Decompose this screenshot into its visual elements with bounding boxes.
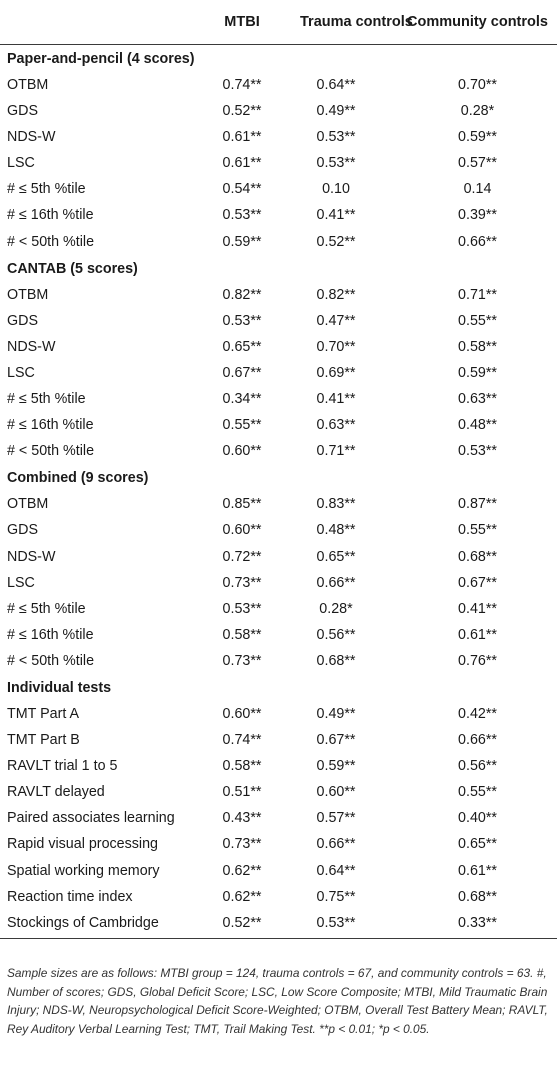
section-title: Individual tests — [7, 679, 112, 696]
trauma-controls-value: 0.53** — [316, 155, 356, 172]
community-controls-value: 0.28* — [460, 103, 495, 120]
table-row — [0, 150, 557, 176]
trauma-controls-value: 0.75** — [316, 888, 356, 905]
mtbi-value: 0.52** — [222, 103, 262, 120]
row-label: # ≤ 5th %tile — [7, 181, 86, 198]
trauma-controls-value: 0.69** — [316, 364, 356, 381]
mtbi-value: 0.60** — [222, 705, 262, 722]
community-controls-value: 0.42** — [458, 705, 497, 722]
trauma-controls-value: 0.48** — [316, 522, 356, 539]
community-controls-value: 0.63** — [458, 391, 497, 408]
community-controls-value: 0.76** — [458, 652, 497, 669]
community-controls-value: 0.68** — [458, 548, 497, 565]
table-row — [0, 229, 557, 255]
section-title: Combined (9 scores) — [7, 470, 149, 487]
mtbi-value: 0.73** — [222, 836, 262, 853]
table-body — [0, 45, 557, 936]
trauma-controls-value: 0.53** — [316, 914, 356, 931]
table-header — [0, 0, 557, 45]
row-label: # ≤ 16th %tile — [7, 207, 94, 224]
row-label: OTBM — [7, 77, 49, 93]
table-row — [0, 176, 557, 202]
mtbi-value: 0.61** — [222, 155, 262, 172]
trauma-controls-value: 0.53** — [316, 129, 356, 146]
row-label: GDS — [7, 312, 38, 329]
row-label: # ≤ 5th %tile — [7, 391, 86, 408]
table-row — [0, 910, 557, 936]
table-row — [0, 831, 557, 857]
community-controls-value: 0.56** — [458, 758, 497, 775]
mtbi-value: 0.53** — [222, 600, 262, 617]
trauma-controls-value: 0.41** — [316, 391, 356, 408]
trauma-controls-value: 0.64** — [316, 862, 356, 879]
row-label: # ≤ 16th %tile — [7, 417, 94, 434]
trauma-controls-value: 0.83** — [316, 496, 356, 513]
mtbi-value: 0.58** — [222, 626, 262, 643]
community-controls-value: 0.65** — [458, 836, 497, 853]
row-label: LSC — [7, 574, 35, 591]
community-controls-value: 0.33** — [458, 914, 497, 931]
trauma-controls-value: 0.66** — [316, 574, 356, 591]
table-row — [0, 622, 557, 648]
bottom-rule — [0, 938, 557, 939]
community-controls-value: 0.61** — [458, 626, 497, 643]
community-controls-value: 0.40** — [458, 810, 497, 827]
row-label: RAVLT delayed — [7, 784, 105, 801]
mtbi-value: 0.62** — [222, 888, 262, 905]
table-row — [0, 753, 557, 779]
table-row — [0, 438, 557, 464]
row-label: GDS — [7, 522, 38, 539]
mtbi-value: 0.55** — [222, 417, 262, 434]
community-controls-value: 0.57** — [458, 155, 497, 172]
trauma-controls-value: 0.47** — [316, 312, 356, 329]
row-label: RAVLT trial 1 to 5 — [7, 758, 118, 775]
section-header — [0, 255, 557, 282]
trauma-controls-value: 0.66** — [316, 836, 356, 853]
community-controls-value: 0.53** — [458, 443, 497, 460]
row-label: LSC — [7, 364, 35, 381]
table-row — [0, 98, 557, 124]
table-row — [0, 360, 557, 386]
table-row — [0, 282, 557, 308]
mtbi-value: 0.58** — [222, 758, 262, 775]
table-row — [0, 491, 557, 517]
mtbi-value: 0.60** — [222, 522, 262, 539]
community-controls-value: 0.41** — [458, 600, 497, 617]
trauma-controls-value: 0.52** — [316, 233, 356, 250]
row-label: LSC — [7, 155, 35, 172]
row-label: OTBM — [7, 286, 49, 303]
section-header — [0, 45, 557, 72]
community-controls-value: 0.61** — [458, 862, 497, 879]
header-community-controls: Community controls — [407, 14, 548, 30]
mtbi-value: 0.60** — [222, 443, 262, 460]
row-label: GDS — [7, 103, 38, 120]
trauma-controls-value: 0.71** — [316, 443, 356, 460]
row-label: OTBM — [7, 496, 49, 513]
table-row — [0, 72, 557, 98]
community-controls-value: 0.66** — [458, 732, 497, 749]
table-row — [0, 124, 557, 150]
section-title: CANTAB (5 scores) — [7, 260, 138, 277]
row-label: # ≤ 16th %tile — [7, 626, 94, 643]
row-label: TMT Part B — [7, 732, 80, 749]
community-controls-value: 0.55** — [458, 784, 497, 801]
table-row — [0, 779, 557, 805]
trauma-controls-value: 0.41** — [316, 207, 356, 224]
section-header — [0, 674, 557, 701]
trauma-controls-value: 0.65** — [316, 548, 356, 565]
community-controls-value: 0.39** — [458, 207, 497, 224]
row-label: NDS-W — [7, 129, 56, 146]
row-label: NDS-W — [7, 338, 56, 355]
community-controls-value: 0.55** — [458, 312, 497, 329]
table-row — [0, 648, 557, 674]
mtbi-value: 0.74** — [222, 77, 262, 93]
table-row — [0, 884, 557, 910]
table-row — [0, 308, 557, 334]
trauma-controls-value: 0.59** — [316, 758, 356, 775]
trauma-controls-value: 0.70** — [316, 338, 356, 355]
table-row — [0, 858, 557, 884]
mtbi-value: 0.52** — [222, 914, 262, 931]
trauma-controls-value: 0.67** — [316, 732, 356, 749]
trauma-controls-value: 0.49** — [316, 103, 356, 120]
mtbi-value: 0.53** — [222, 207, 262, 224]
trauma-controls-value: 0.68** — [316, 652, 356, 669]
community-controls-value: 0.58** — [458, 338, 497, 355]
trauma-controls-value: 0.63** — [316, 417, 356, 434]
mtbi-value: 0.67** — [222, 364, 262, 381]
mtbi-value: 0.74** — [222, 732, 262, 749]
community-controls-value: 0.48** — [458, 417, 497, 434]
mtbi-value: 0.82** — [222, 286, 262, 303]
row-label: NDS-W — [7, 548, 56, 565]
header-mtbi: MTBI — [224, 14, 260, 30]
section-header — [0, 464, 557, 491]
mtbi-value: 0.73** — [222, 574, 262, 591]
community-controls-value: 0.71** — [458, 286, 497, 303]
row-label: # ≤ 5th %tile — [7, 600, 86, 617]
community-controls-value: 0.66** — [458, 233, 497, 250]
community-controls-value: 0.68** — [458, 888, 497, 905]
row-label: # < 50th %tile — [7, 233, 95, 250]
table-row — [0, 412, 557, 438]
community-controls-value: 0.87** — [458, 496, 497, 513]
community-controls-value: 0.70** — [458, 77, 497, 93]
table-row — [0, 570, 557, 596]
mtbi-value: 0.62** — [222, 862, 262, 879]
community-controls-value: 0.55** — [458, 522, 497, 539]
trauma-controls-value: 0.10 — [322, 181, 350, 198]
table-row — [0, 596, 557, 622]
mtbi-value: 0.54** — [222, 181, 262, 198]
mtbi-value: 0.43** — [222, 810, 262, 827]
table-row — [0, 334, 557, 360]
mtbi-value: 0.34** — [222, 391, 262, 408]
table-footnote: Sample sizes are as follows: MTBI group = 124, trauma controls = 67, and community controls = 63. #, Number of scores; GDS, Global Deficit Score; LSC, Low Score Composite; MTBI, Mild Traumatic Brain Injury; NDS-W, Neuropsychological Deficit Score-Weighted; OTBM, Overall Test Battery Mean; RAVLT, Rey Auditory Verbal Learning Test; TMT, Trail Making Test. **p < 0.01; *p < 0.05. — [7, 966, 548, 1036]
table-row — [0, 517, 557, 543]
row-label: Rapid visual processing — [7, 836, 158, 853]
mtbi-value: 0.65** — [222, 338, 262, 355]
table-row — [0, 727, 557, 753]
row-label: Spatial working memory — [7, 862, 160, 879]
row-label: Reaction time index — [7, 888, 133, 905]
trauma-controls-value: 0.56** — [316, 626, 356, 643]
community-controls-value: 0.14 — [463, 181, 492, 198]
row-label: Stockings of Cambridge — [7, 914, 159, 931]
table-row — [0, 805, 557, 831]
trauma-controls-value: 0.28* — [319, 600, 353, 617]
table-row — [0, 202, 557, 228]
mtbi-value: 0.59** — [222, 233, 262, 250]
row-label: TMT Part A — [7, 705, 80, 722]
header-trauma-controls: Trauma controls — [300, 14, 413, 30]
mtbi-value: 0.72** — [222, 548, 262, 565]
community-controls-value: 0.59** — [458, 129, 497, 146]
mtbi-value: 0.85** — [222, 496, 262, 513]
table-row — [0, 544, 557, 570]
community-controls-value: 0.59** — [458, 364, 497, 381]
trauma-controls-value: 0.64** — [316, 77, 356, 93]
trauma-controls-value: 0.60** — [316, 784, 356, 801]
row-label: Paired associates learning — [7, 810, 175, 827]
row-label: # < 50th %tile — [7, 443, 95, 460]
row-label: # < 50th %tile — [7, 652, 95, 669]
section-title: Paper-and-pencil (4 scores) — [7, 51, 195, 67]
mtbi-value: 0.51** — [222, 784, 262, 801]
table-row — [0, 701, 557, 727]
mtbi-value: 0.53** — [222, 312, 262, 329]
trauma-controls-value: 0.82** — [316, 286, 356, 303]
community-controls-value: 0.67** — [458, 574, 497, 591]
trauma-controls-value: 0.49** — [316, 705, 356, 722]
trauma-controls-value: 0.57** — [316, 810, 356, 827]
mtbi-value: 0.73** — [222, 652, 262, 669]
mtbi-value: 0.61** — [222, 129, 262, 146]
table-row — [0, 386, 557, 412]
